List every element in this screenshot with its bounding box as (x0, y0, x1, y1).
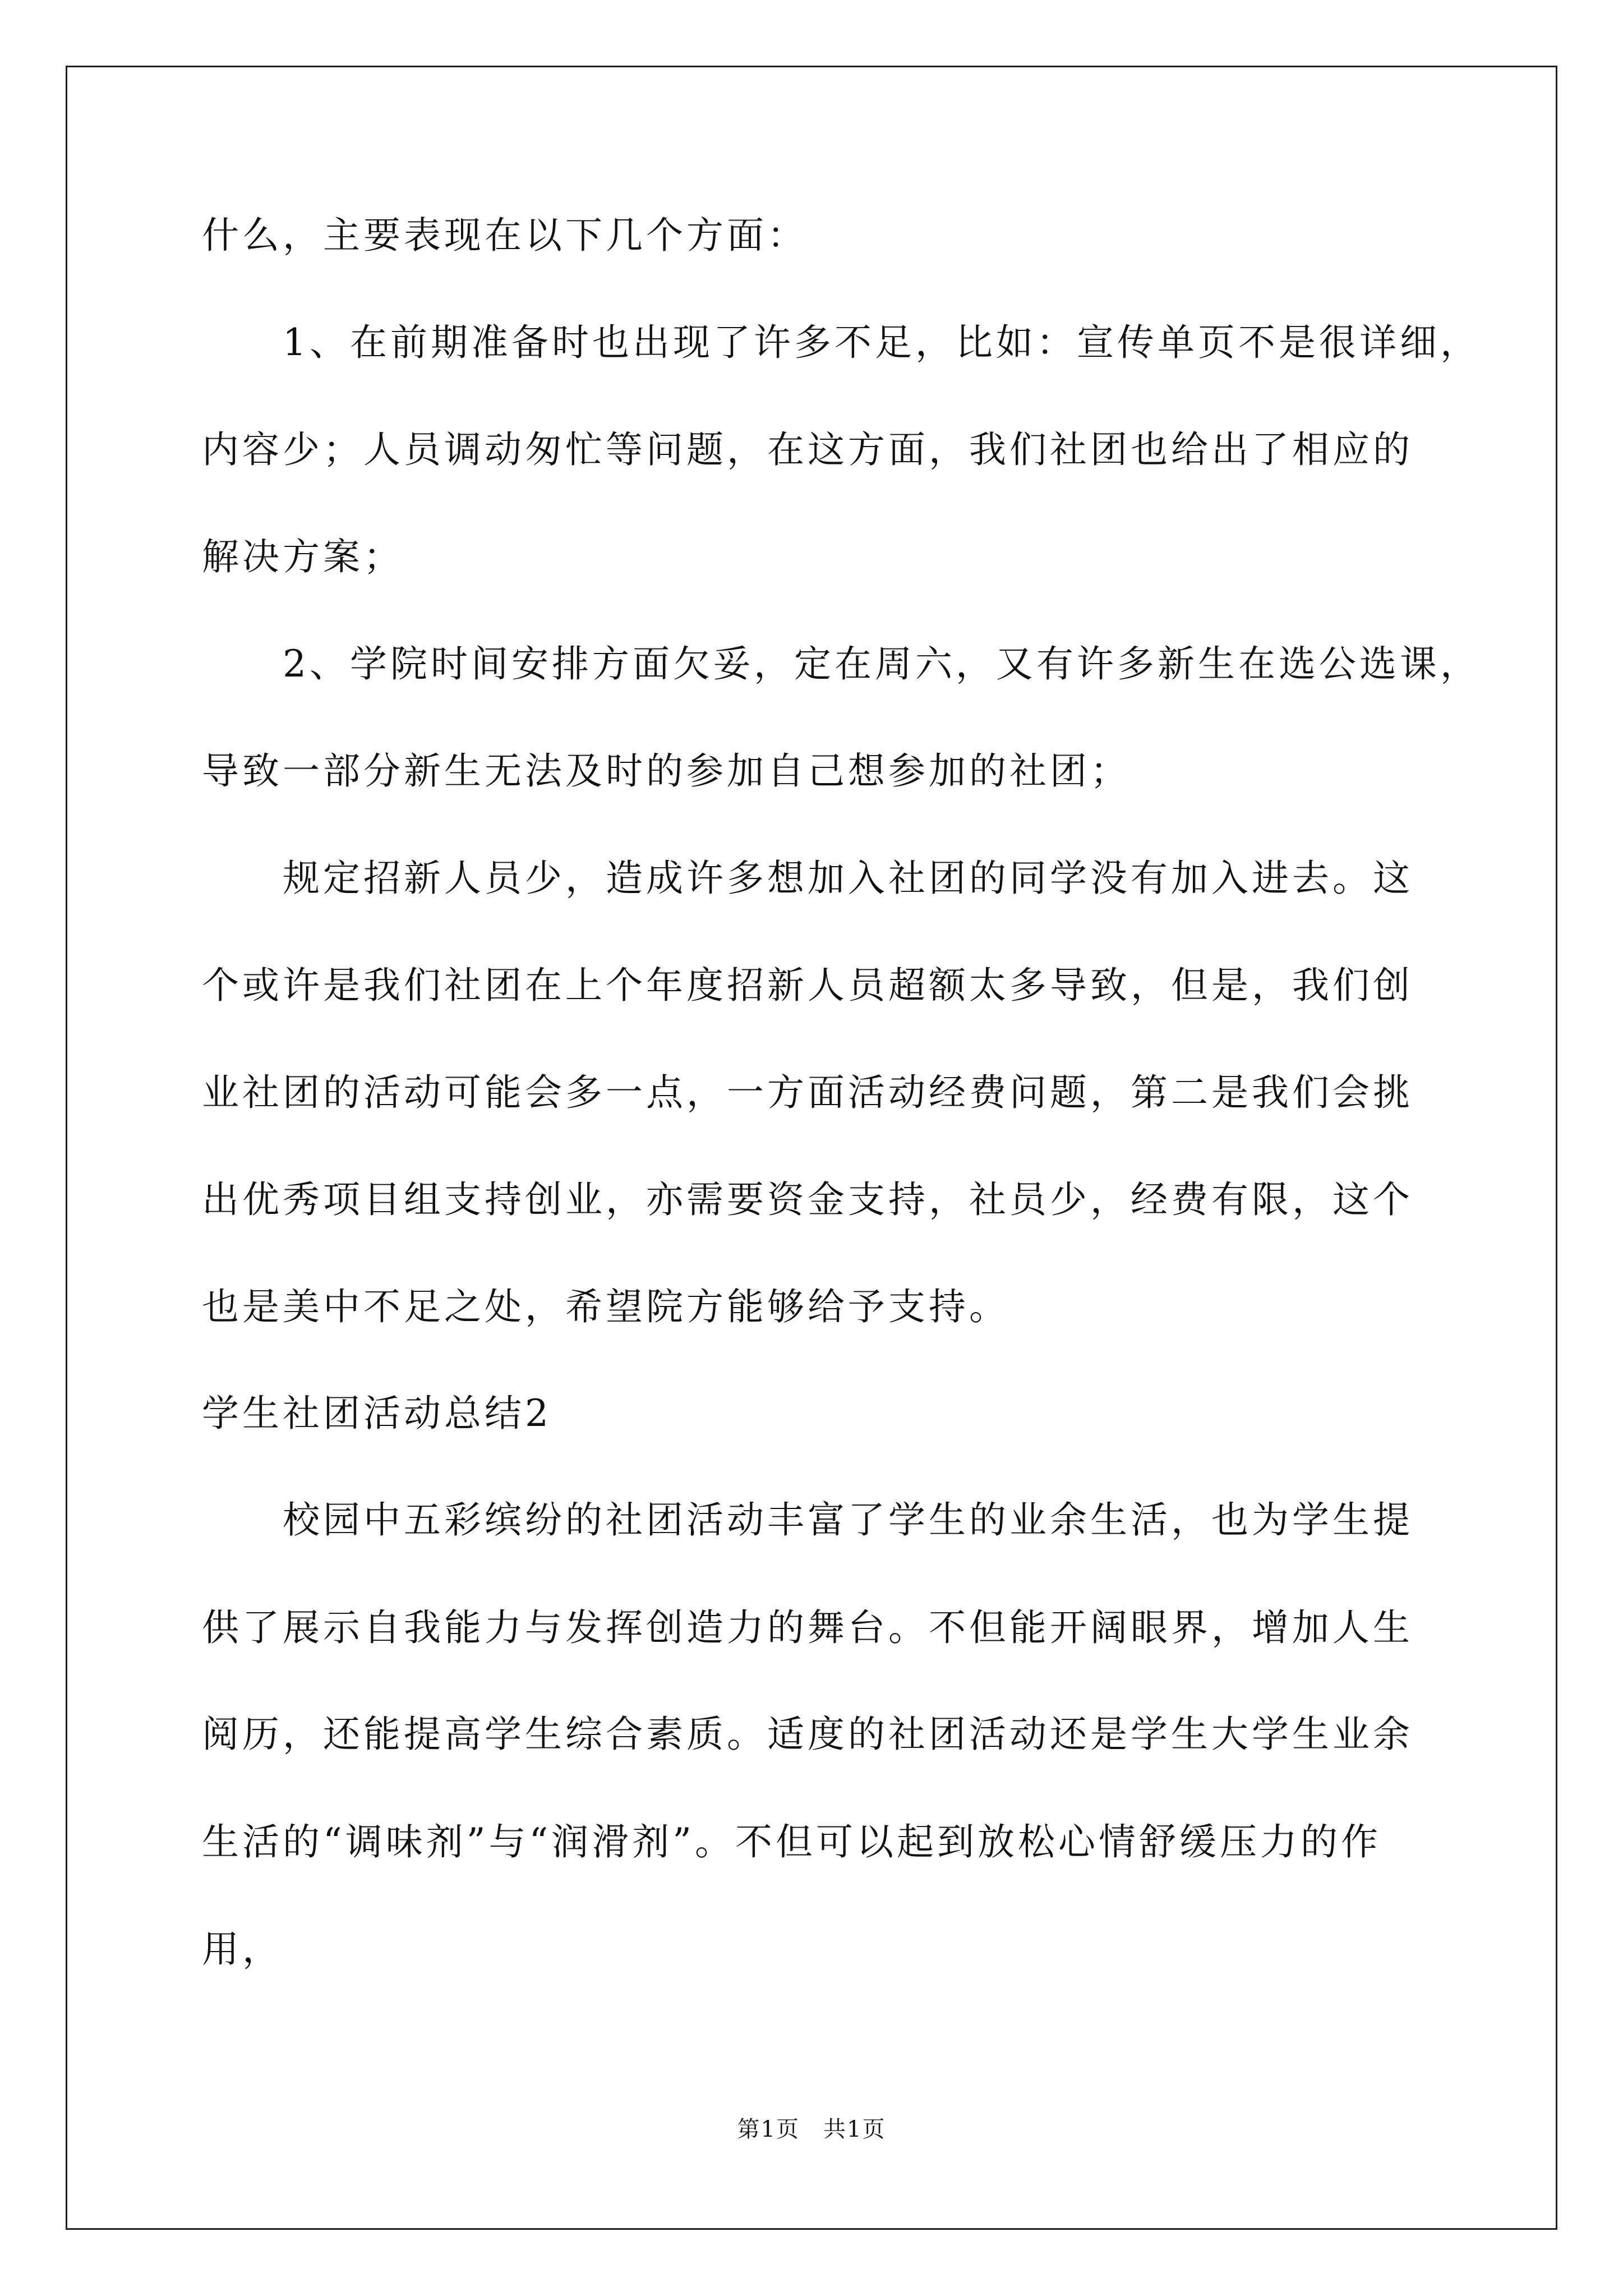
paragraph-line: 阅历，还能提高学生综合素质。适度的社团活动还是学生大学生业余 (202, 1713, 1413, 1756)
page-footer: 第1页 共1页 (737, 2116, 886, 2142)
paragraph-line: 也是美中不足之处，希望院方能够给予支持。 (202, 1285, 1009, 1328)
paragraph-line: 用， (202, 1927, 283, 1971)
page-border (66, 66, 1557, 2230)
paragraph-line: 个或许是我们社团在上个年度招新人员超额太多导致，但是，我们创 (202, 964, 1413, 1007)
paragraph-line: 1、在前期准备时也出现了许多不足，比如：宣传单页不是很详细， (283, 321, 1481, 364)
paragraph-line: 生活的“调味剂”与“润滑剂”。不但可以起到放松心情舒缓压力的作 (202, 1820, 1381, 1864)
paragraph-line: 业社团的活动可能会多一点，一方面活动经费问题，第二是我们会挑 (202, 1071, 1413, 1114)
paragraph-line: 校园中五彩缤纷的社团活动丰富了学生的业余生活，也为学生提 (283, 1498, 1413, 1542)
paragraph-line: 2、学院时间安排方面欠妥，定在周六，又有许多新生在选公选课， (283, 642, 1481, 685)
paragraph-line: 导致一部分新生无法及时的参加自己想参加的社团； (202, 749, 1131, 793)
paragraph-line: 供了展示自我能力与发挥创造力的舞台。不但能开阔眼界，增加人生 (202, 1606, 1413, 1649)
section-heading: 学生社团活动总结2 (202, 1392, 552, 1435)
paragraph-line: 解决方案； (202, 535, 404, 578)
paragraph-line: 出优秀项目组支持创业，亦需要资金支持，社员少，经费有限，这个 (202, 1178, 1413, 1221)
paragraph-line: 规定招新人员少，造成许多想加入社团的同学没有加入进去。这 (283, 857, 1413, 900)
paragraph-line: 什么，主要表现在以下几个方面： (202, 214, 808, 257)
paragraph-line: 内容少；人员调动匆忙等问题，在这方面，我们社团也给出了相应的 (202, 428, 1413, 471)
